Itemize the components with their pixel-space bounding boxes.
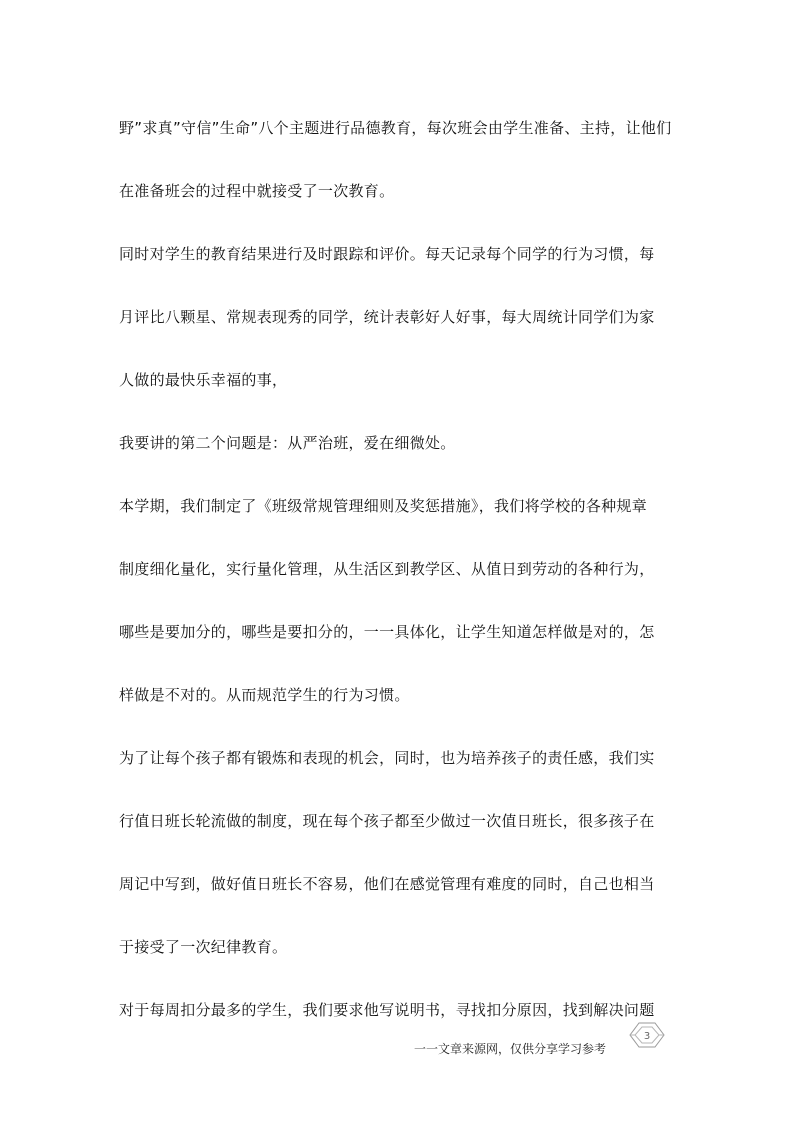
paragraph-line: 月评比八颗星、常规表现秀的同学，统计表彰好人好事，每大周统计同学们为家 <box>119 308 655 326</box>
paragraph-line: 同时对学生的教育结果进行及时跟踪和评价。每天记录每个同学的行为习惯，每 <box>119 245 655 263</box>
paragraph-line: 在准备班会的过程中就接受了一次教育。 <box>119 182 395 200</box>
page-number-badge-icon <box>626 1020 668 1050</box>
paragraph-line: 制度细化量化，实行量化管理，从生活区到教学区、从值日到劳动的各种行为， <box>119 560 655 578</box>
paragraph-line: 周记中写到，做好值日班长不容易，他们在感觉管理有难度的同时，自己也相当 <box>119 875 655 893</box>
paragraph-line: 行值日班长轮流做的制度，现在每个孩子都至少做过一次值日班长，很多孩子在 <box>119 812 655 830</box>
paragraph-line: 样做是不对的。从而规范学生的行为习惯。 <box>119 686 410 704</box>
paragraph-line: 为了让每个孩子都有锻炼和表现的机会，同时，也为培养孩子的责任感，我们实 <box>119 749 655 767</box>
footer-note: 一一文章来源网，仅供分享学习参考 <box>414 1042 607 1056</box>
page-number: 3 <box>643 1031 651 1042</box>
paragraph-line: 野”求真”守信”生命”八个主题进行品德教育，每次班会由学生准备、主持，让他们 <box>119 119 672 137</box>
paragraph-line: 于接受了一次纪律教育。 <box>119 938 288 956</box>
paragraph-line: 对于每周扣分最多的学生，我们要求他写说明书，寻找扣分原因，找到解决问题 <box>119 1001 655 1019</box>
paragraph-line: 人做的最快乐幸福的事， <box>119 371 288 389</box>
paragraph-line: 哪些是要加分的，哪些是要扣分的，一一具体化，让学生知道怎样做是对的，怎 <box>119 623 655 641</box>
paragraph-line: 我要讲的第二个问题是：从严治班，爱在细微处。 <box>119 434 456 452</box>
paragraph-line: 本学期，我们制定了《班级常规管理细则及奖惩措施》，我们将学校的各种规章 <box>119 497 648 515</box>
